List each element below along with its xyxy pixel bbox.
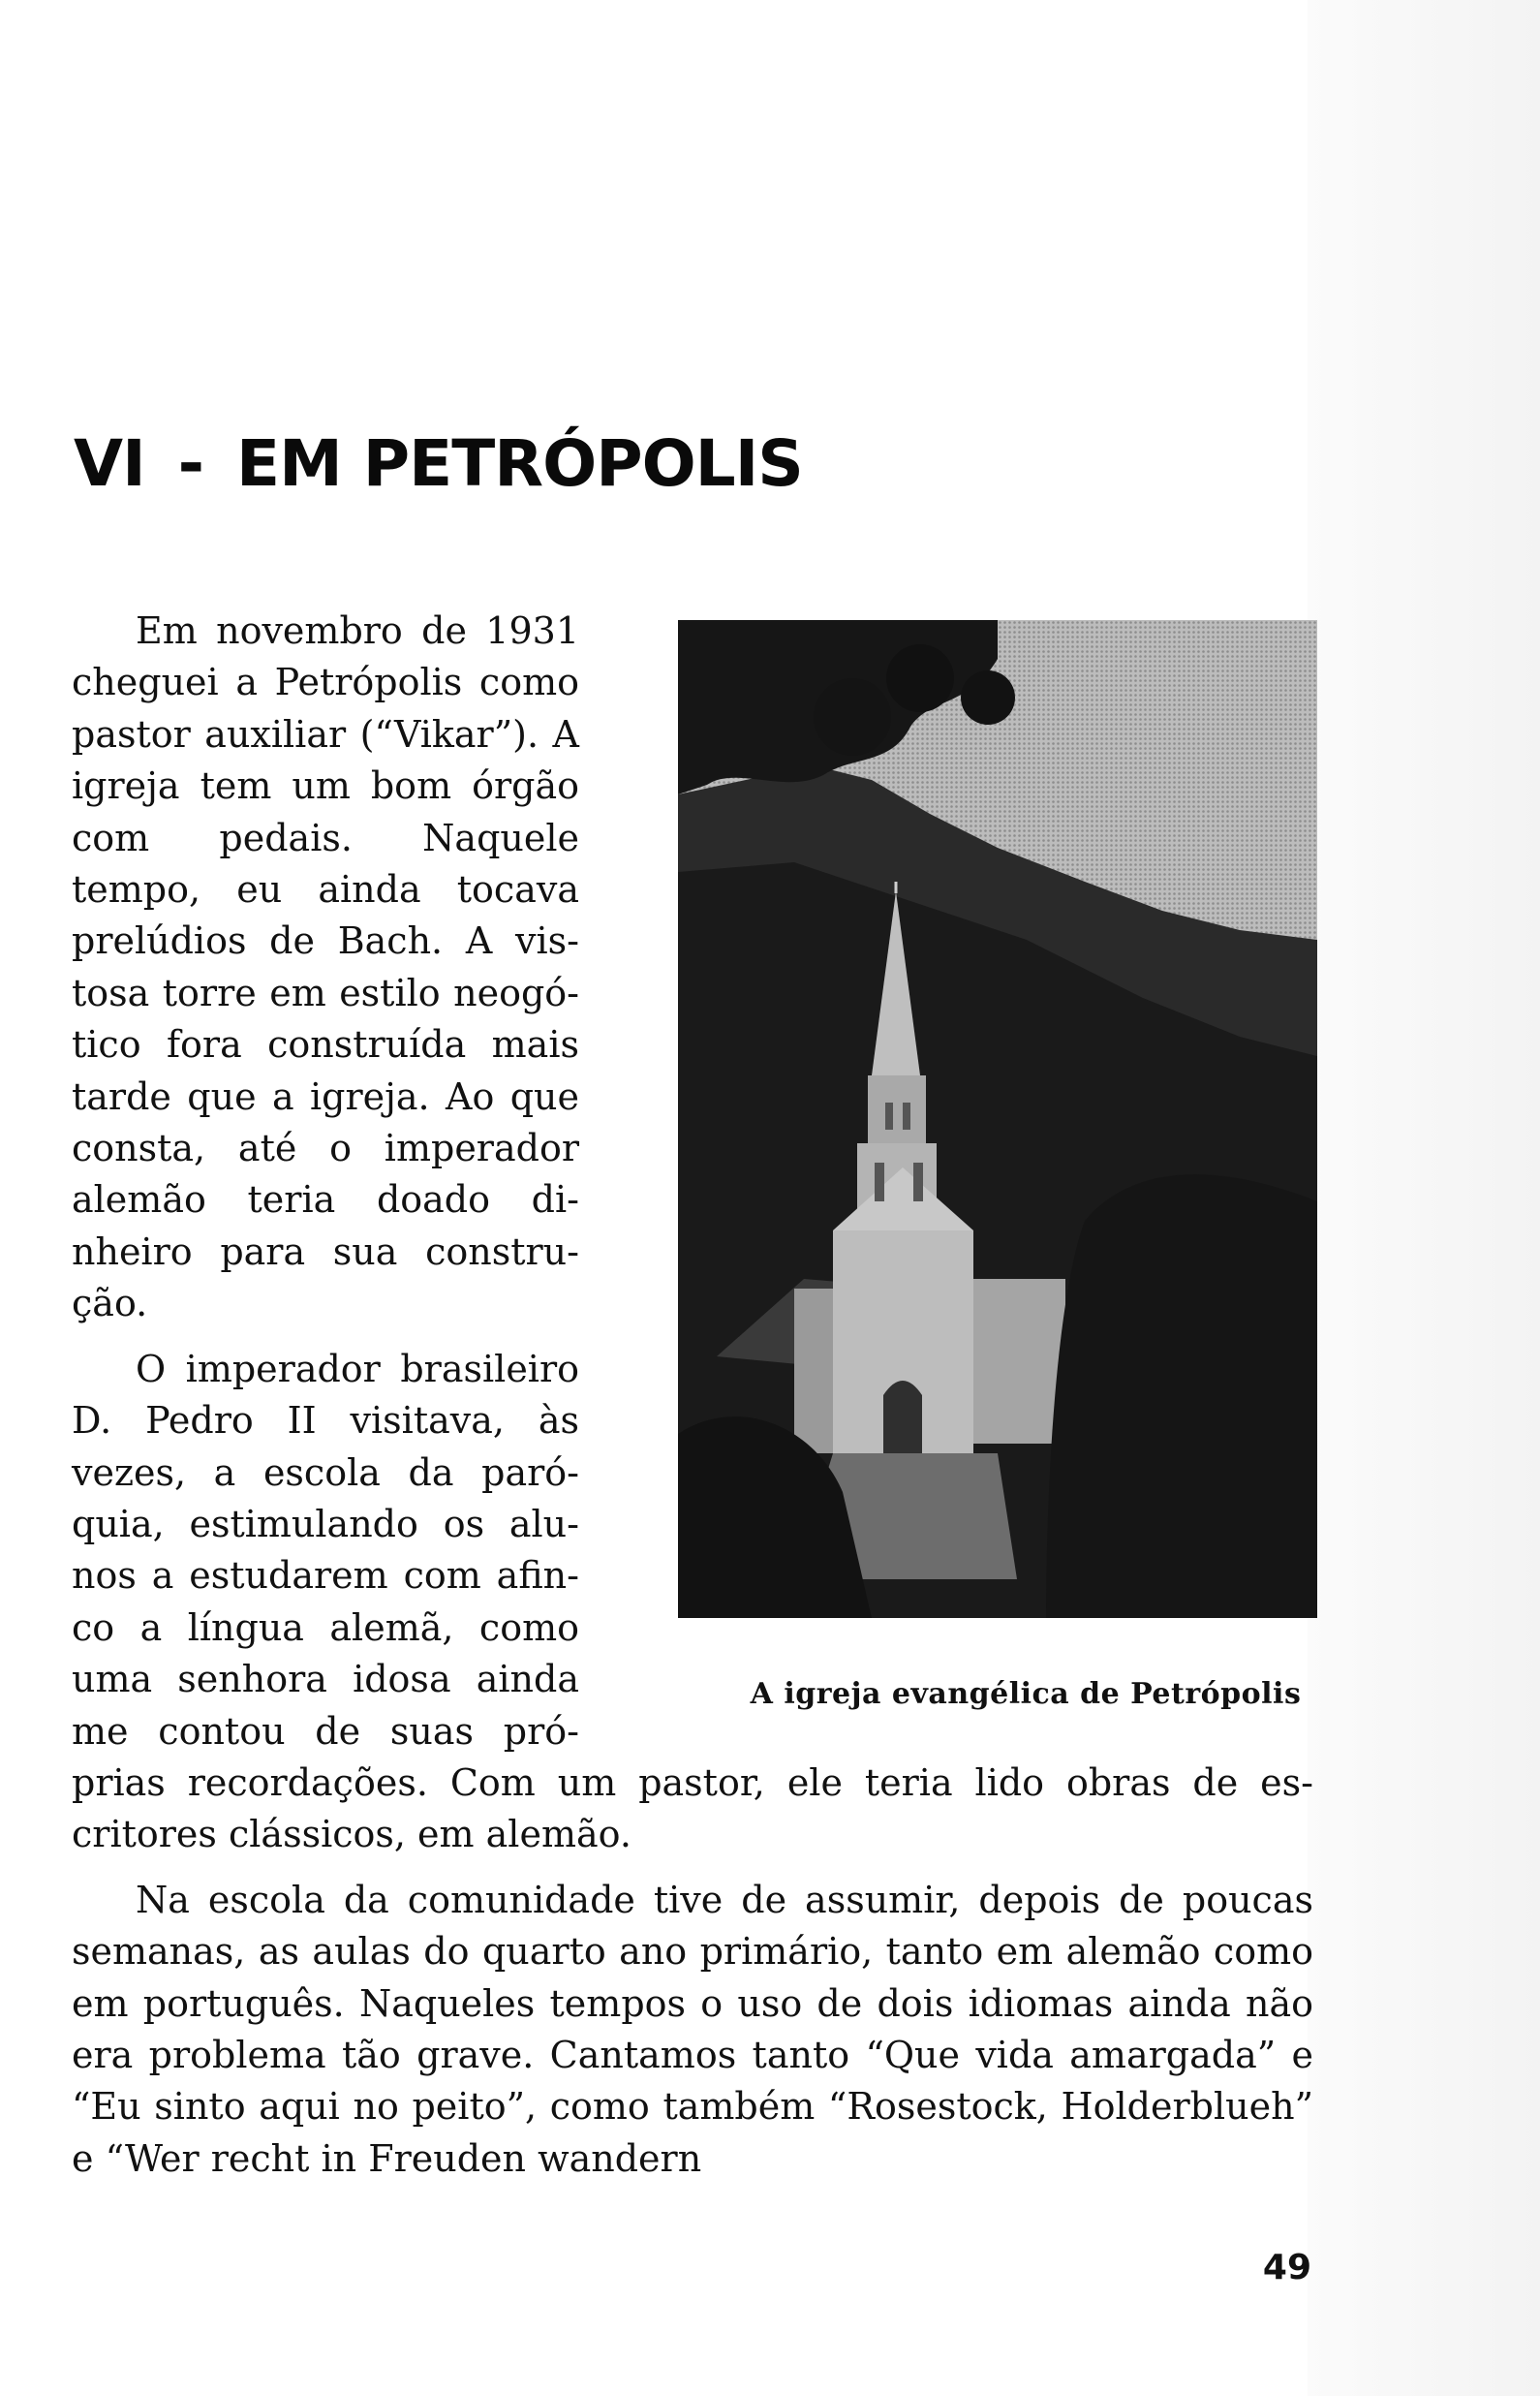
paragraph: Na escola da comunidade tive de assumir, depois de poucas semanas, as aulas do quarto ano primário, tanto em alemão como em português. Naqueles tempos o uso de dois idiomas ainda não era problema tão grave. Cantamos tanto “Que vida amargada” e “Eu sinto aqui no peito”, como também “Rosestock, Holderblueh” e “Wer recht in Freuden wandern [72, 1878, 1313, 2180]
chapter-numeral: VI [74, 426, 145, 501]
figure-caption: A igreja evangélica de Petrópolis [750, 1677, 1302, 1711]
chapter-title [74, 426, 803, 501]
body-text [72, 606, 1313, 2185]
chapter-title-dash: - [177, 426, 204, 501]
church-photo-illustration [678, 620, 1317, 1618]
figure [666, 620, 1321, 1718]
paragraph: O imperador brasileiro D. Pedro II visitava, às vezes, a escola da paróquia, estimulando os alunos a estudarem com afinco a língua alemã, como uma senhora idosa ainda me contou de suas próprias recordações. Com um pastor, ele teria lido obras de escritores clássicos, em alemão. [72, 1347, 1313, 1856]
paragraph: Em novembro de 1931 cheguei a Petrópolis como pastor auxiliar (“Vikar”). A igreja tem um bom órgão com pedais. Naquele tempo, eu ainda tocava prelúdios de Bach. A vistosa torre em estilo neogótico fora construída mais tarde que a igreja. Ao que consta, até o imperador alemão teria doado dinheiro para sua construção. [72, 609, 579, 1325]
page-edge [1308, 0, 1540, 2396]
church-photo [678, 620, 1317, 1618]
chapter-title-text: EM PETRÓPOLIS [236, 426, 803, 501]
page-number: 49 [1262, 2248, 1311, 2287]
